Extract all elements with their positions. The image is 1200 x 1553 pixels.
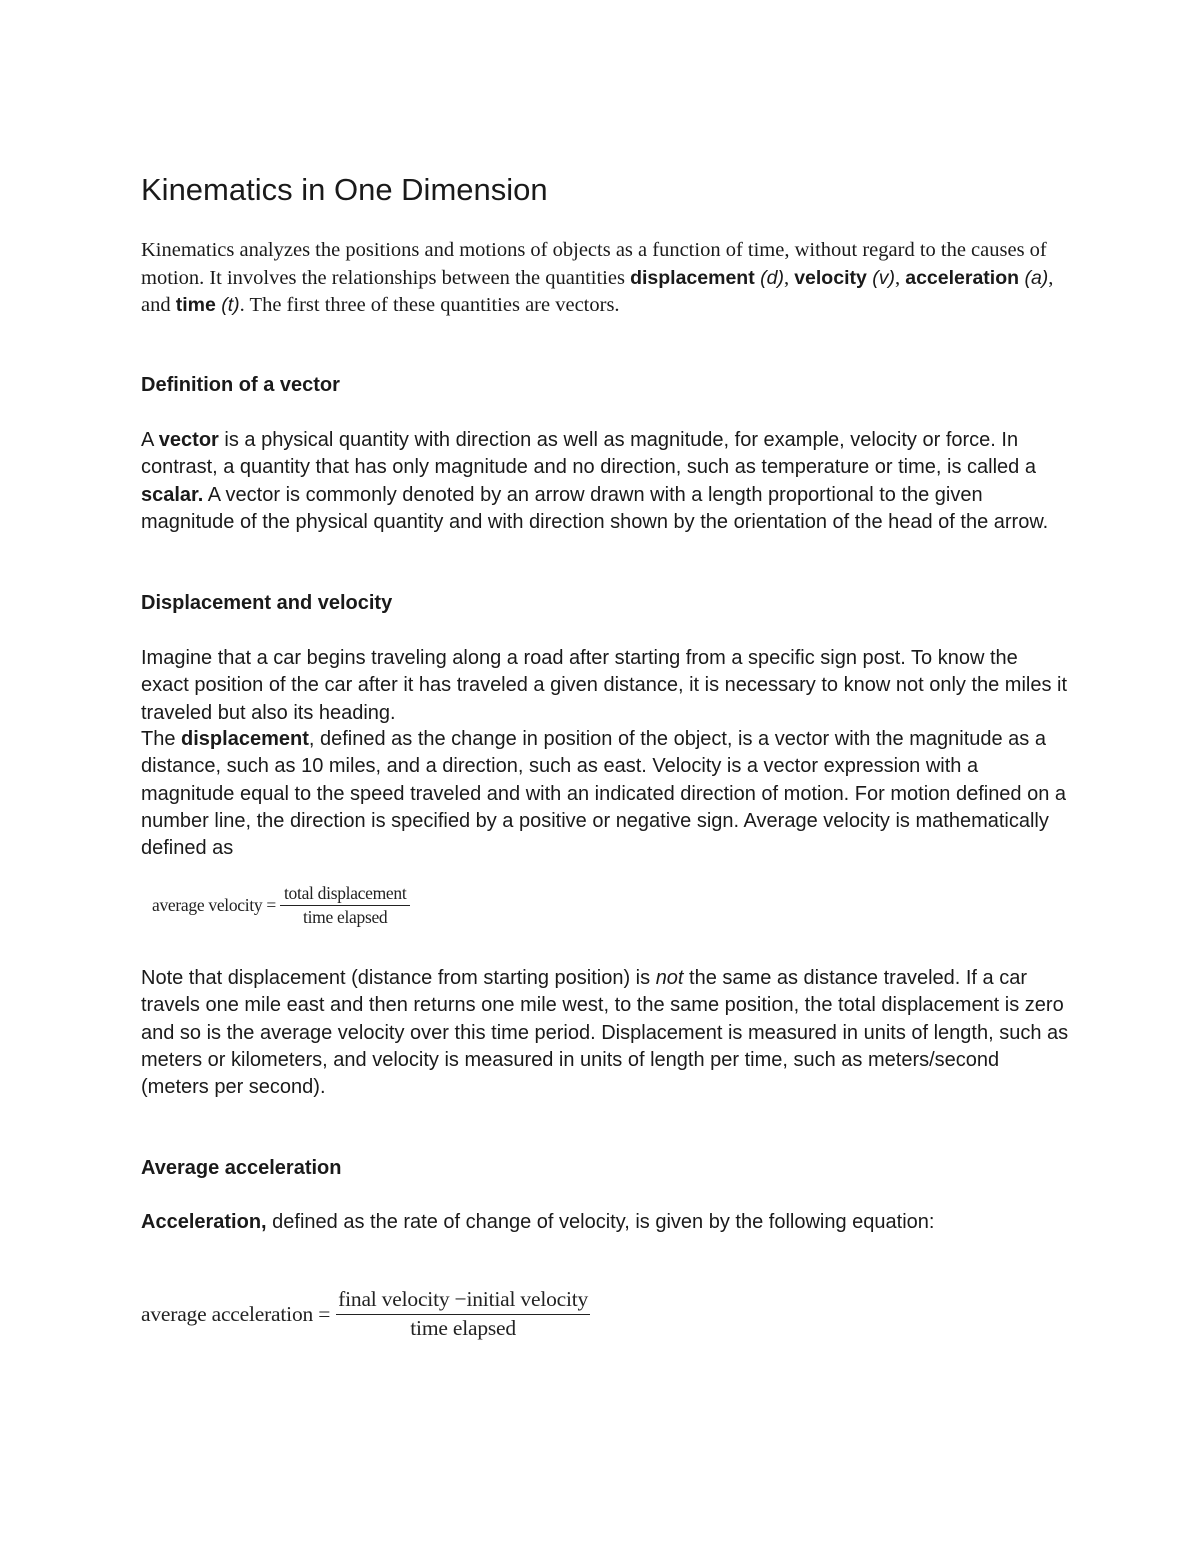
vector-text-a: A	[141, 429, 159, 451]
vector-paragraph	[141, 427, 1071, 536]
equation-lhs: average velocity =	[152, 895, 276, 915]
page-title: Kinematics in One Dimension	[141, 172, 548, 207]
separator: ,	[894, 266, 906, 289]
intro-text: Kinematics analyzes the positions and motions of objects as a function of time, without regard to the causes of motion. It involves the relationships between the quantities	[141, 239, 1047, 289]
displacement-paragraph-2	[141, 726, 1071, 862]
equation-fraction	[280, 883, 410, 928]
term-displacement: displacement	[630, 266, 755, 289]
separator: ,	[783, 266, 795, 289]
heading-average-acceleration: Average acceleration	[141, 1157, 342, 1179]
symbol-a: (a)	[1019, 266, 1049, 289]
vector-text-b: is a physical quantity with direction as well as magnitude, for example, velocity or force. In contrast, a quantity that has only magnitude and no direction, such as temperature or time, is called a	[141, 429, 1036, 479]
displacement-paragraph-1: Imagine that a car begins traveling along a road after starting from a specific sign post. To know the exact position of the car after it has traveled a given distance, it is necessary to know not only the miles it traveled but also its heading.	[141, 647, 1068, 724]
acceleration-text: defined as the rate of change of velocity, is given by the following equation:	[266, 1211, 935, 1233]
intro-paragraph	[141, 237, 1071, 320]
emphasis-not: not	[655, 967, 684, 989]
note-paragraph	[141, 965, 1071, 1101]
heading-definition-of-vector: Definition of a vector	[141, 374, 340, 396]
term-time: time	[175, 294, 216, 316]
vector-text-c: A vector is commonly denoted by an arrow drawn with a length proportional to the given magnitude of the physical quantity and with direction shown by the orientation of the head of the arrow.	[141, 483, 1049, 533]
intro-text-end: . The first three of these quantities are vectors.	[239, 294, 620, 316]
separator: , and	[141, 266, 1054, 316]
symbol-t: (t)	[215, 294, 240, 316]
heading-displacement-and-velocity: Displacement and velocity	[141, 592, 393, 614]
term-acceleration: acceleration	[905, 266, 1020, 289]
term-displacement-2: displacement	[181, 728, 309, 750]
equation-numerator: final velocity −initial velocity	[336, 1287, 590, 1315]
displacement-text-b: , defined as the change in position of the object, is a vector with the magnitude as a distance, such as 10 miles, and a direction, such as east. Velocity is a vector expression with a magnitude equal to the speed traveled and with an indicated direction of motion. For motion defined on a number line, the direction is specified by a positive or negative sign. Average velocity is mathematically defined as	[141, 728, 1067, 860]
symbol-d: (d)	[754, 266, 784, 289]
term-velocity: velocity	[794, 266, 867, 289]
equation-average-acceleration	[141, 1287, 590, 1341]
equation-average-velocity	[141, 883, 410, 928]
acceleration-paragraph	[141, 1209, 1071, 1236]
symbol-v: (v)	[866, 266, 895, 289]
equation-denominator: time elapsed	[303, 907, 388, 927]
note-text-b: the same as distance traveled. If a car travels one mile east and then returns one mile west, to the same position, the total displacement is zero and so is the average velocity over this time period. Displacement is measured in units of length, such as meters or kilometers, and velocity is measured in units of length per time, such as meters/second (meters per second).	[141, 967, 1069, 1099]
note-text-a: Note that displacement (distance from starting position) is	[141, 967, 656, 989]
term-acceleration-2: Acceleration,	[141, 1211, 267, 1233]
term-scalar: scalar.	[141, 483, 204, 506]
term-vector: vector	[158, 429, 219, 451]
displacement-text-a: The	[141, 728, 182, 750]
equation-denominator: time elapsed	[410, 1316, 516, 1340]
equation-numerator: total displacement	[280, 883, 410, 906]
equation-lhs: average acceleration =	[141, 1301, 331, 1326]
equation-fraction	[336, 1287, 590, 1341]
